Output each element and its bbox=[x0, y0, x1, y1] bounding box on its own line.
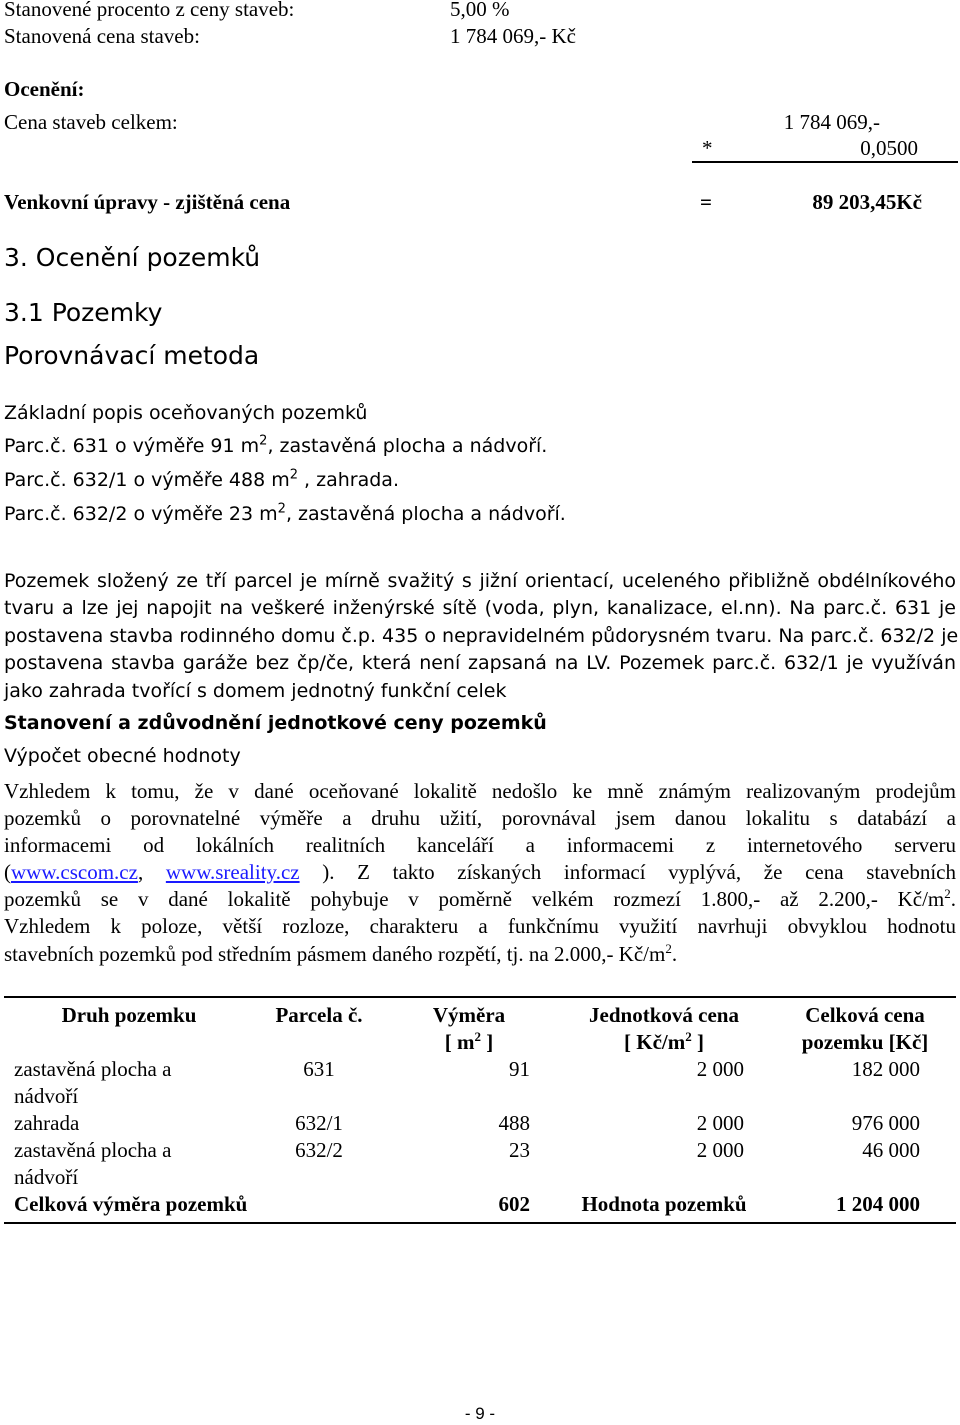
header-parcela: Parcela č. bbox=[275, 1003, 363, 1027]
section-31-heading: 3.1 Pozemky bbox=[4, 298, 163, 327]
total-value: 1 204 000 bbox=[836, 1192, 920, 1216]
sum-rule bbox=[692, 161, 958, 163]
cell-druh: zastavěná plocha a nádvoří bbox=[14, 1057, 172, 1108]
cell-jednotkova: 2 000 bbox=[696, 1111, 744, 1135]
header-vymera: Výměra [ $m^2$ ] bbox=[432, 1003, 506, 1054]
percent-label: Stanovené procento z ceny staveb: bbox=[4, 0, 295, 21]
upravy-label: Venkovní úpravy - zjištěná cena bbox=[4, 190, 291, 214]
cell-celkova: 976 000 bbox=[851, 1111, 920, 1135]
cell-celkova: 182 000 bbox=[851, 1057, 920, 1081]
cell-jednotkova: 2 000 bbox=[696, 1138, 744, 1162]
table-header-row bbox=[4, 997, 956, 1056]
price-label: Stanovená cena staveb: bbox=[4, 24, 200, 48]
table-total-row bbox=[4, 1191, 956, 1223]
section-3-heading: 3. Ocenění pozemků bbox=[4, 243, 261, 272]
table-row bbox=[4, 1137, 956, 1191]
eq-sign: = bbox=[700, 190, 712, 214]
price-value: 1 784 069,- Kč bbox=[450, 24, 576, 48]
basic-heading: Základní popis oceňovaných pozemků bbox=[4, 402, 368, 424]
method-heading: Porovnávací metoda bbox=[4, 341, 260, 370]
cell-celkova: 46 000 bbox=[862, 1138, 920, 1162]
unit-price-heading: Stanovení a zdůvodnění jednotkové ceny pozemků bbox=[4, 712, 547, 734]
cell-parcela: 631 bbox=[303, 1057, 335, 1081]
sreality-link[interactable]: www.sreality.cz bbox=[165, 860, 300, 885]
cell-druh: zahrada bbox=[14, 1111, 80, 1135]
upravy-value: 89 203,45Kč bbox=[812, 190, 922, 214]
total-vymera: 602 bbox=[498, 1192, 530, 1216]
cell-parcela: 632/2 bbox=[295, 1138, 343, 1162]
mult-sign: * bbox=[702, 136, 713, 160]
total-label: Celková výměra pozemků bbox=[14, 1192, 248, 1216]
cell-parcela: 632/1 bbox=[295, 1111, 343, 1135]
header-celkova-cena: Celková cena pozemku [Kč] bbox=[801, 1003, 929, 1054]
page-number: - 9 - bbox=[464, 1404, 496, 1423]
oceneni-heading: Ocenění: bbox=[4, 77, 85, 101]
cena-value: 1 784 069,- bbox=[783, 110, 880, 134]
cell-vymera: 91 bbox=[509, 1057, 530, 1081]
cell-druh: zastavěná plocha a nádvoří bbox=[14, 1138, 172, 1189]
total-value-label: Hodnota pozemků bbox=[581, 1192, 747, 1216]
cell-jednotkova: 2 000 bbox=[696, 1057, 744, 1081]
valuation-paragraph: Vzhledem k tomu, že v dané oceňované lokalitě nedošlo ke mně známým realizovaným prodejům pozemků o porovnatelné výměře a druhu užití, porovnával jsem danou lokalitu s databází a informacemi od lokálních realitních kanceláří a informacemi z internetového serveru (www.cscom.cz, www.sreality.cz ). Z takto získaných informací vyplývá, že cena stavebních pozemků se v dané lokalitě pohybuje v poměrně velkém rozmezí 1.800,- až 2.200,- $Kč/m^2$. Vzhledem k poloze, větší rozloze, charakteru a funkčnímu využití navrhuji obvyklou hodnotu stavebních pozemků pod středním pásmem daného rozpětí, tj. na 2.000,- $Kč/m^2$. bbox=[4, 779, 957, 966]
description-paragraph: Pozemek složený ze tří parcel je mírně svažitý s jižní orientací, uceleného přibližně obdélníkového tvaru a lze jej napojit na veškeré inženýrské sítě (voda, plyn, kanalizace, el.nn). Na parc.č. 631 je postavena stavba rodinného domu č.p. 435 o nepravidelném půdorysném tvaru. Na parc.č. 632/2 je postavena stavba garáže bez čp/če, která není zapsaná na LV. Pozemek parc.č. 632/1 je využíván jako zahrada tvořící s domem jednotný funkční celek bbox=[4, 570, 959, 702]
header-jednotkova-cena: Jednotková cena [ $Kč/m^2$ ] bbox=[589, 1003, 739, 1054]
cell-vymera: 23 bbox=[509, 1138, 530, 1162]
table-row bbox=[4, 1056, 956, 1110]
cscom-link[interactable]: www.cscom.cz bbox=[11, 860, 138, 885]
parcel-line-2: Parc.č. 632/1 o výměře 488 $m^2$ , zahrada. bbox=[4, 467, 399, 491]
table-row bbox=[4, 1110, 956, 1137]
mult-value: 0,0500 bbox=[860, 136, 918, 160]
parcel-line-3: Parc.č. 632/2 o výměře 23 $m^2$, zastavěná plocha a nádvoří. bbox=[4, 501, 566, 525]
general-value-heading: Výpočet obecné hodnoty bbox=[4, 745, 241, 767]
cena-label: Cena staveb celkem: bbox=[4, 110, 178, 134]
cell-vymera: 488 bbox=[498, 1111, 530, 1135]
header-druh: Druh pozemku bbox=[61, 1003, 197, 1027]
percent-value: 5,00 % bbox=[450, 0, 510, 21]
parcel-line-1: Parc.č. 631 o výměře 91 $m^2$, zastavěná plocha a nádvoří. bbox=[4, 433, 548, 457]
land-valuation-table bbox=[4, 996, 956, 1224]
